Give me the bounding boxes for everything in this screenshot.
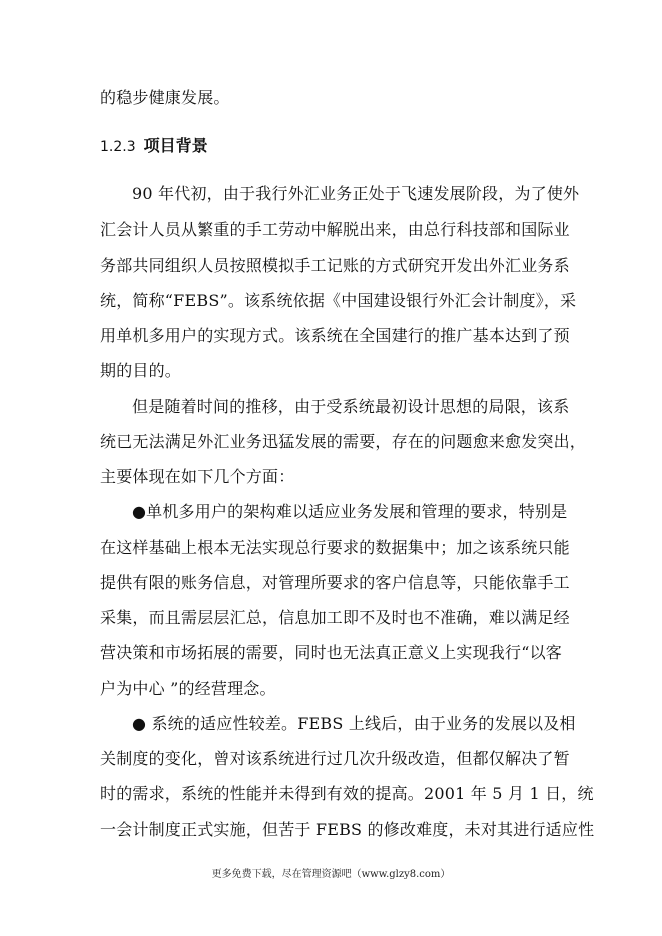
text-line-8: 但是随着时间的推移，由于受系统最初设计思想的局限，该系	[132, 397, 570, 416]
section-title: 项目背景	[143, 136, 208, 155]
text-line-16: 户为中心 ”的经营理念。	[100, 679, 276, 698]
text-line-3: 汇会计人员从繁重的手工劳动中解脱出来，由总行科技部和国际业	[100, 220, 570, 239]
text-line-19: 时的需求，系统的性能并未得到有效的提高。2001 年 5 月 1 日，统	[100, 784, 594, 803]
text-line-6: 用单机多用户的实现方式。该系统在全国建行的推广基本达到了预	[100, 326, 570, 345]
text-line-7: 期的目的。	[100, 361, 182, 380]
bullet-line-1: ●单机多用户的架构难以适应业务发展和管理的要求，特别是	[132, 502, 568, 521]
text-line-14: 采集，而且需层层汇总，信息加工即不及时也不准确，难以满足经	[100, 608, 570, 627]
text-line-15: 营决策和市场拓展的需要，同时也无法真正意义上实现我行“以客	[100, 643, 562, 662]
text-line-13: 提供有限的账务信息，对管理所要求的客户信息等，只能依靠手工	[100, 573, 570, 592]
text-line-12: 在这样基础上根本无法实现总行要求的数据集中；加之该系统只能	[100, 538, 570, 557]
text-line-9: 统已无法满足外汇业务迅猛发展的需要，存在的问题愈来愈发突出，	[100, 432, 587, 451]
section-number: 1.2.3	[100, 139, 136, 155]
text-line-4: 务部共同组织人员按照模拟手工记账的方式研究开发出外汇业务系	[100, 256, 570, 275]
text-line-20: 一会计制度正式实施，但苦于 FEBS 的修改难度，未对其进行适应性	[100, 820, 595, 839]
text-line-18: 关制度的变化，曾对该系统进行过几次升级改造，但都仅解决了暂	[100, 749, 570, 768]
bullet-line-2: ● 系统的适应性较差。FEBS 上线后，由于业务的发展以及相	[132, 714, 576, 733]
text-line-2: 90 年代初，由于我行外汇业务正处于飞速发展阶段，为了使外	[132, 184, 580, 203]
text-line-5: 统，简称“FEBS”。该系统依据《中国建设银行外汇会计制度》，采	[100, 291, 577, 310]
page-footer: 更多免费下载，尽在管理资源吧（www.glzy8.com）	[211, 869, 451, 880]
text-line-10: 主要体现在如下几个方面：	[100, 467, 295, 486]
section-heading	[100, 136, 208, 157]
text-line-1: 的稳步健康发展。	[100, 88, 230, 107]
